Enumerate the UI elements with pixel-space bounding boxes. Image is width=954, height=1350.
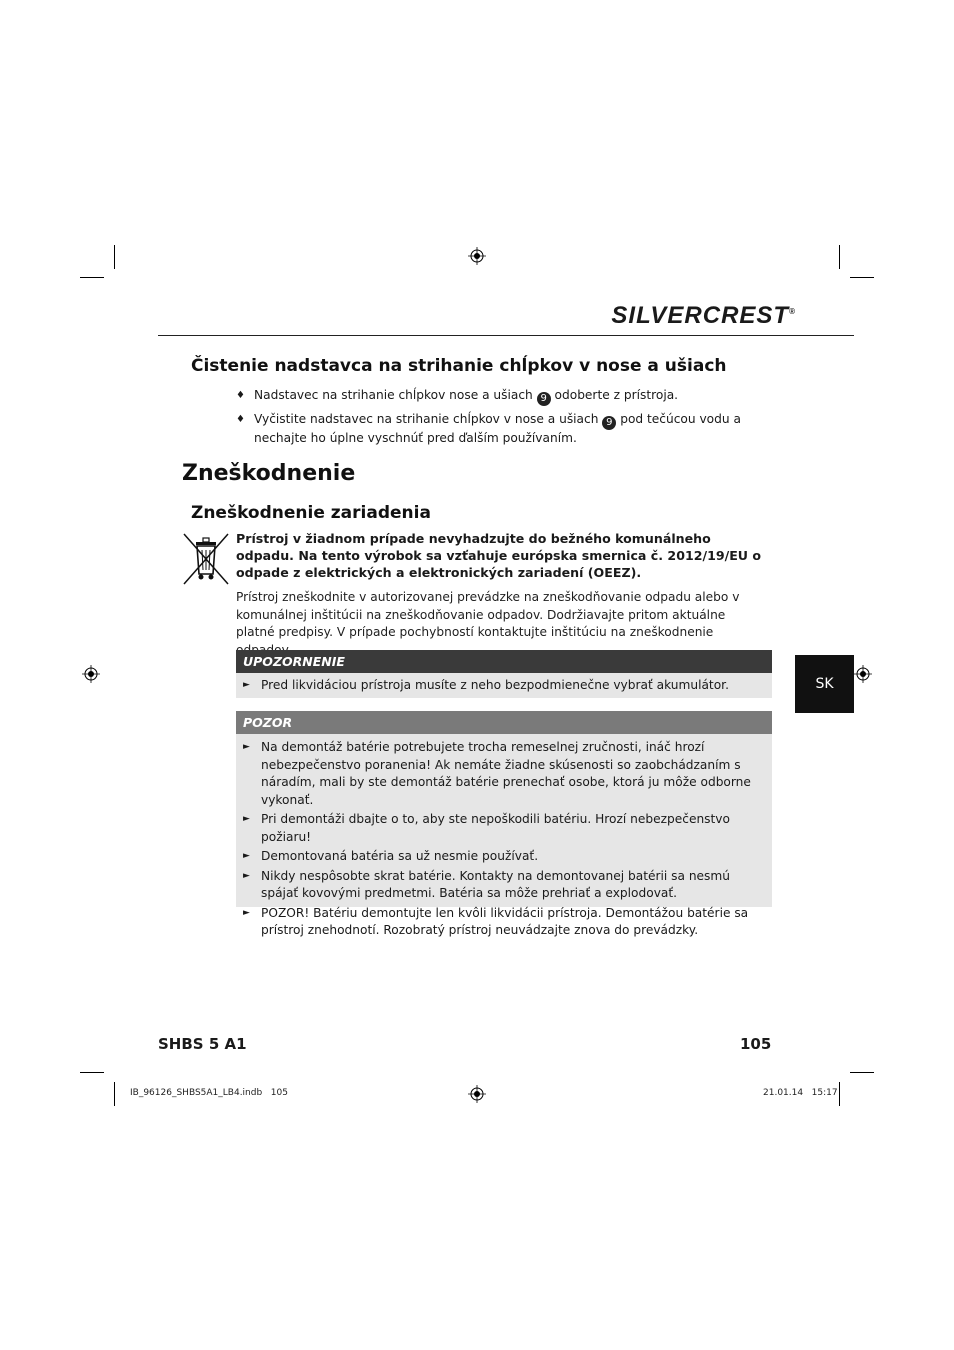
section-heading-cleaning: Čistenie nadstavca na strihanie chĺpkov v nose a ušiach	[191, 356, 727, 376]
subheading-device-disposal: Zneškodnenie zariadenia	[191, 503, 431, 523]
list-item: ► Nikdy nespôsobte skrat batérie. Kontakty na demontovanej batérii sa nesmú spájať kovovými predmetmi. Batéria sa môže prehriať a explodovať.	[243, 868, 730, 900]
page-number: 105	[740, 1035, 772, 1053]
registration-mark-icon	[468, 1085, 486, 1103]
crop-mark	[839, 245, 840, 269]
crop-mark	[850, 1072, 874, 1073]
crop-mark	[80, 1072, 104, 1073]
list-item: ♦ Nadstavec na strihanie chĺpkov nose a ušiach 9 odoberte z prístroja.	[236, 388, 679, 404]
print-file-info: IB_96126_SHBS5A1_LB4.indb 105	[130, 1088, 288, 1098]
header-rule	[158, 335, 854, 336]
crop-mark	[839, 1082, 840, 1106]
footer-model: SHBS 5 A1	[158, 1035, 247, 1053]
diamond-bullet-icon: ♦	[236, 414, 245, 425]
print-date-info: 21.01.14 15:17	[763, 1088, 838, 1098]
crop-mark	[114, 1082, 115, 1106]
diamond-bullet-icon: ♦	[236, 390, 245, 401]
arrow-bullet-icon: ►	[243, 742, 250, 752]
list-item: ♦ Vyčistite nadstavec na strihanie chĺpkov v nose a ušiach 9 pod tečúcou vodu a nechajte ho úplne vyschnúť pred ďalším používaním.	[236, 412, 741, 445]
registration-mark-icon	[82, 665, 100, 683]
arrow-bullet-icon: ►	[243, 814, 250, 824]
disposal-instructions-text: Prístroj zneškodnite v autorizovanej prevádzke na zneškodňovanie odpadu alebo v komunálnej inštitúcii na zneškodňovanie odpadov. Dodržiavajte pritom aktuálne platné predpisy. V prípade pochybností kontaktujte inštitúciu na zneškodnenie	[236, 590, 740, 639]
part-number-badge: 9	[537, 392, 551, 406]
weee-crossed-bin-icon	[182, 530, 230, 586]
caution-box-title: POZOR	[236, 711, 772, 734]
list-item: ► Pred likvidáciou prístroja musíte z neho bezpodmienečne vybrať akumulátor.	[243, 677, 762, 695]
arrow-bullet-icon: ►	[243, 870, 250, 881]
crop-mark	[80, 277, 104, 278]
list-item: ► Pri demontáži dbajte o to, aby ste nepoškodili batériu. Hrozí nebezpečenstvo požiaru!	[243, 812, 730, 844]
part-number-badge: 9	[602, 416, 616, 430]
language-tab: SK	[795, 655, 854, 713]
arrow-bullet-icon: ►	[243, 907, 250, 918]
crop-mark	[114, 245, 115, 269]
list-item: ► Demontovaná batéria sa už nesmie používať.	[243, 848, 762, 866]
notice-box-body	[236, 673, 772, 698]
arrow-bullet-icon: ►	[243, 851, 250, 861]
registration-mark-icon	[854, 665, 872, 683]
registration-mark-icon	[468, 247, 486, 265]
list-item: ► POZOR! Batériu demontujte len kvôli likvidácii prístroja. Demontážou batérie sa prístroj znehodnotí. Rozobratý prístroj neuvádzajte znova do prevádzky.	[243, 905, 749, 937]
brand-logo: SILVERCREST®	[611, 302, 796, 329]
notice-box-title: UPOZORNENIE	[236, 650, 772, 673]
crop-mark	[850, 277, 874, 278]
arrow-bullet-icon: ►	[243, 680, 250, 690]
list-item: ► Na demontáž batérie potrebujete trocha remeselnej zručnosti, ináč hrozí nebezpečenstvo poranenia! Ak nemáte žiadne skúsenosti so zaobchádzaním s náradím, mali by ste demontáž batérie prenechať osobe, ktorá ju môže odborne vykonať.	[243, 740, 751, 807]
disposal-warning-text: Prístroj v žiadnom prípade nevyhadzujte do bežného komunálneho odpadu. Na tento výrobok sa vzťahuje európska smernica č. 2012/19/EU o odpade z elektrických a elektronických zariadení (OEEZ).	[236, 531, 762, 580]
section-heading-disposal: Zneškodnenie	[182, 461, 356, 486]
caution-box-body	[236, 734, 772, 937]
